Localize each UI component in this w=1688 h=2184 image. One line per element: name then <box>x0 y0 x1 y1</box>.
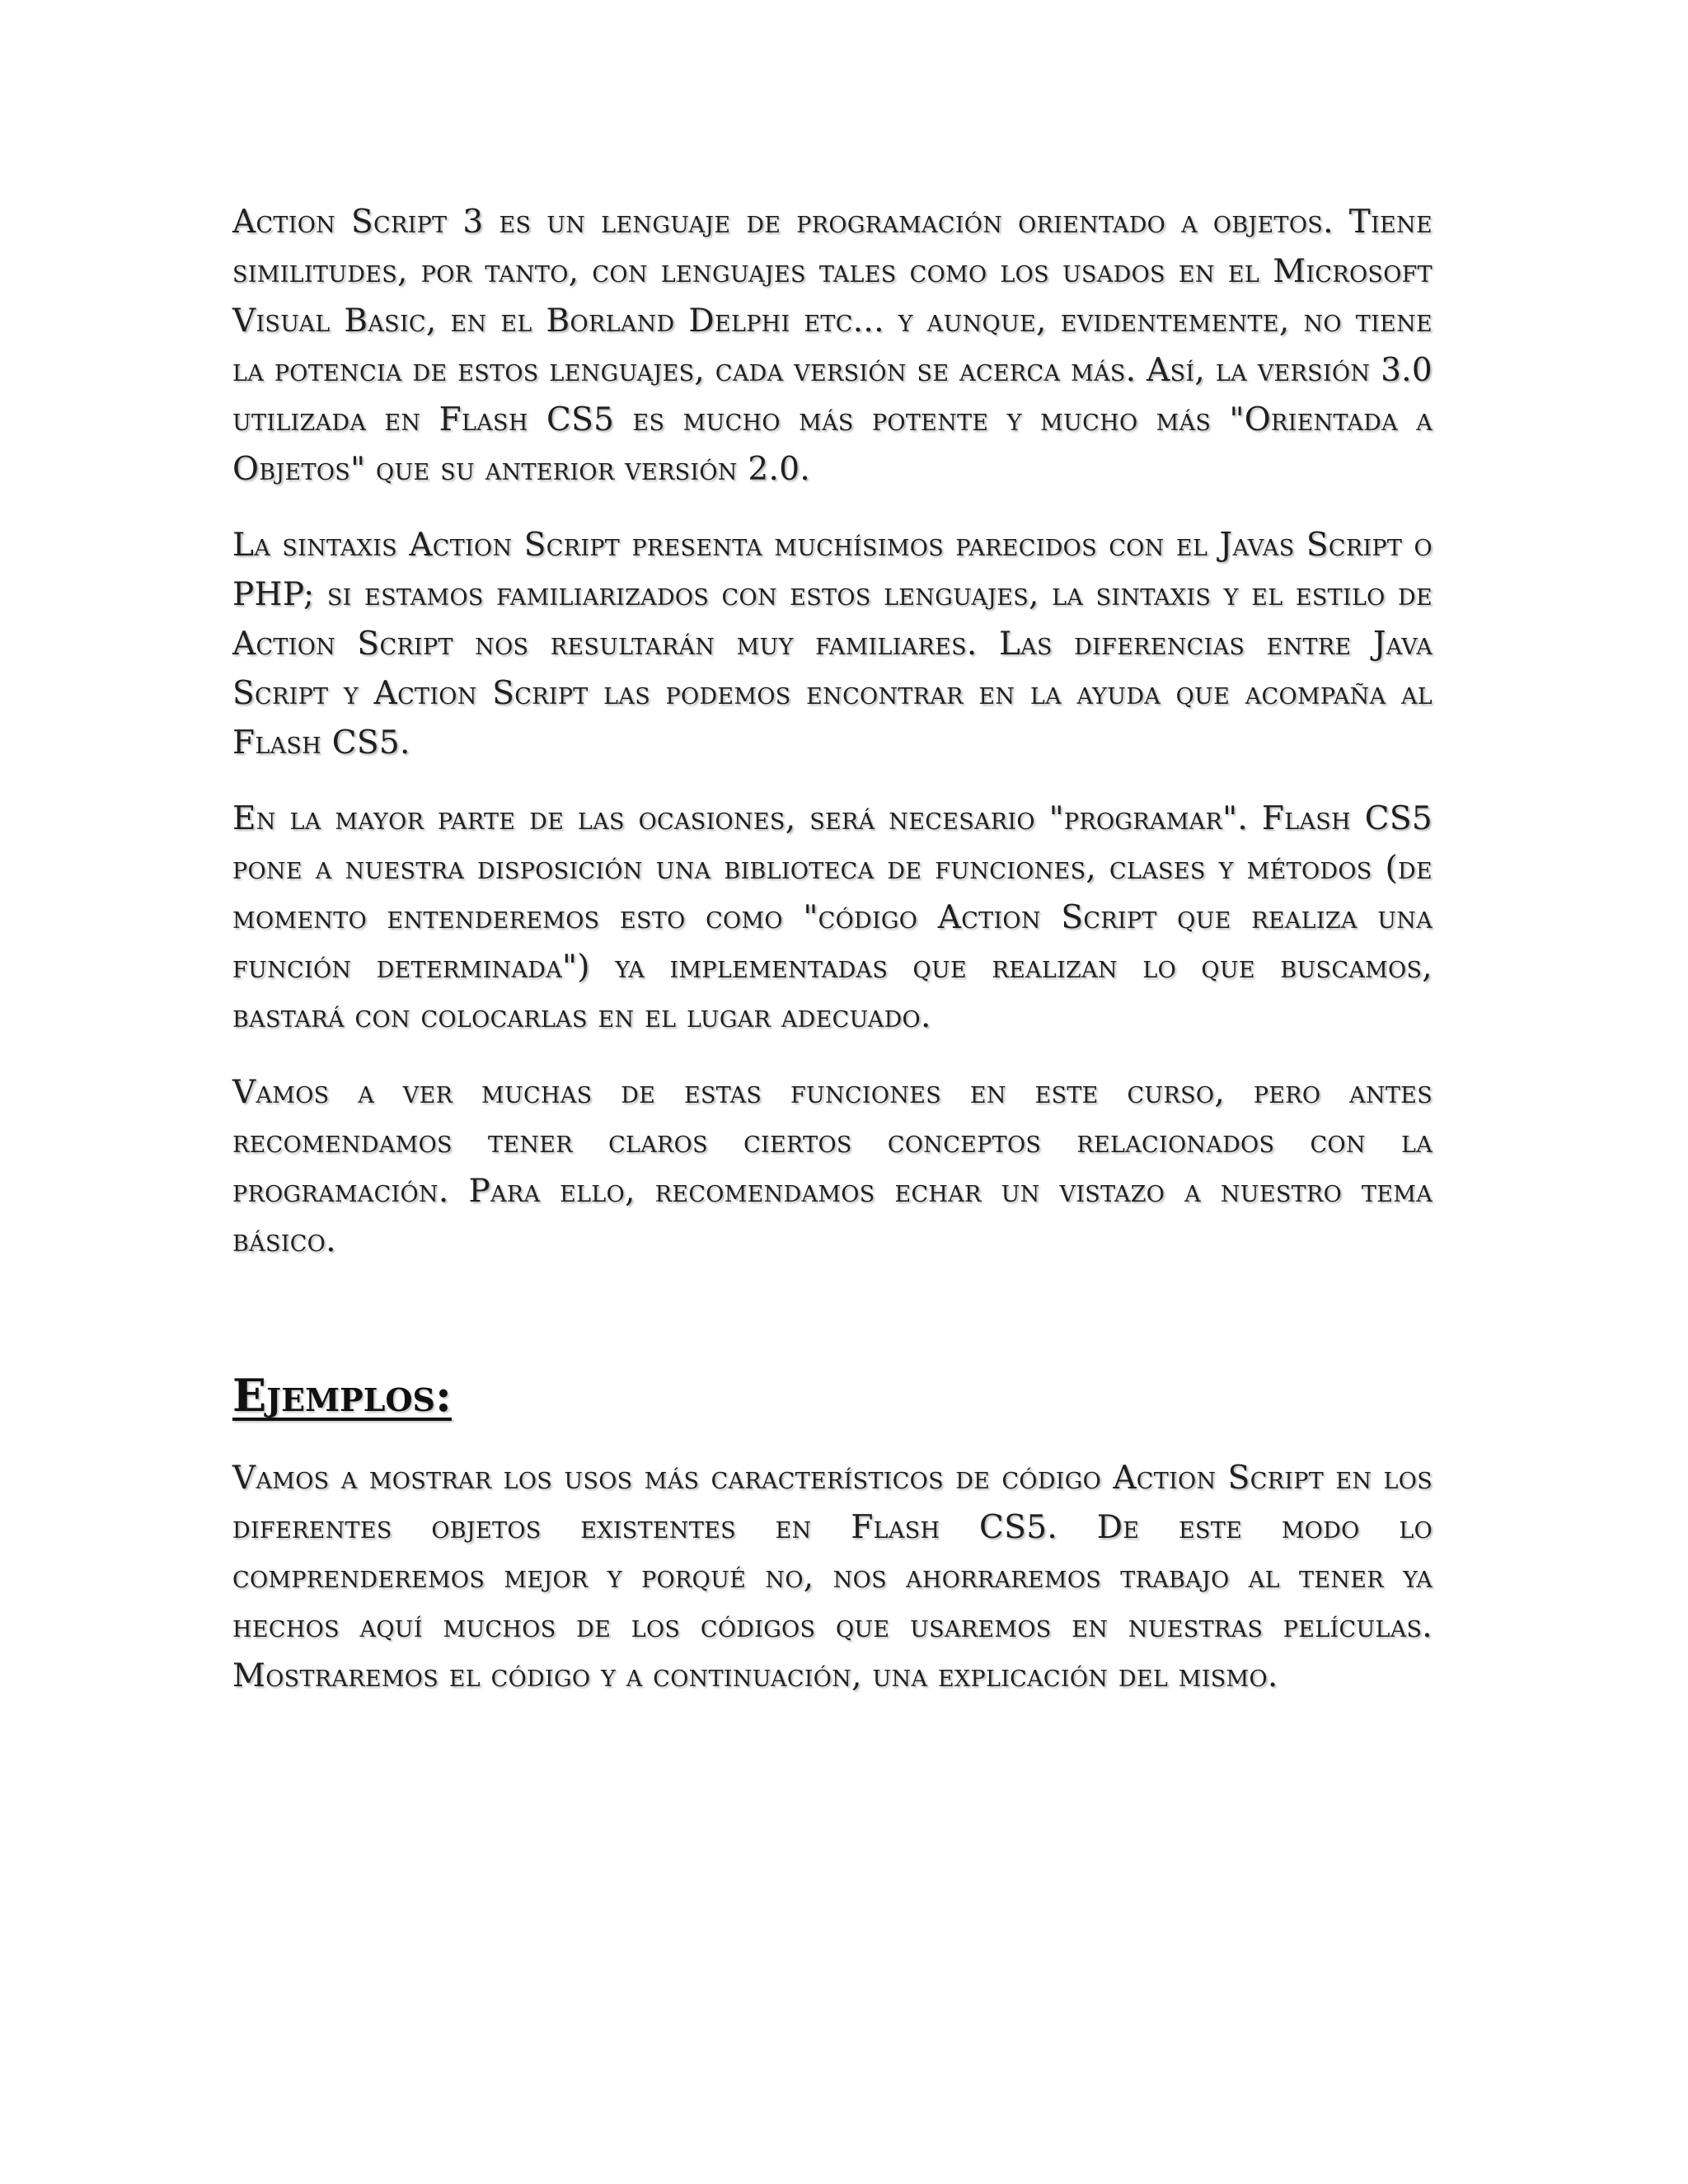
paragraph-concepts: Vamos a ver muchas de estas funciones en este curso, pero antes recomendamos tener claros ciertos conceptos relacionados con la programación. Para ello, recomendamos echar un vistazo a nuestro tema básico. <box>232 1074 1432 1259</box>
paragraph-examples: Vamos a mostrar los usos más característicos de código Action Script en los diferentes objetos existentes en Flash CS5. De este modo lo comprenderemos mejor y porqué no, nos ahorraremos trabajo al tener ya hechos aquí muchos de los códigos que usaremos en nuestras películas. Mostraremos el código y a continuación, una explicación del mismo. <box>232 1460 1432 1694</box>
paragraph-syntax: La sintaxis Action Script presenta muchísimos parecidos con el Javas Script o PHP; si estamos familiarizados con estos lenguajes, la sintaxis y el estilo de Action Script nos resultarán muy familiares. Las diferencias entre Java Script y Action Script las podemos encontrar en la ayuda que acompaña al Flash CS5. <box>232 527 1432 762</box>
paragraph-intro: Action Script 3 es un lenguaje de programación orientado a objetos. Tiene similitudes, por tanto, con lenguajes tales como los usados en el Microsoft Visual Basic, en el Borland Delphi etc... y aunque, evidentemente, no tiene la potencia de estos lenguajes, cada versión se acerca más. Así, la versión 3.0 utilizada en Flash CS5 es mucho más potente y mucho más "Orientada a Objetos" que su anterior versión 2.0. <box>232 204 1432 488</box>
document-body <box>232 198 1432 1727</box>
paragraph-programming: En la mayor parte de las ocasiones, será necesario "programar". Flash CS5 pone a nuestra disposición una biblioteca de funciones, clases y métodos (de momento entenderemos esto como "código Action Script que realiza una función determinada") ya implementadas que realizan lo que buscamos, bastará con colocarlas en el lugar adecuado. <box>232 800 1432 1035</box>
section-heading-examples: Ejemplos: <box>232 1369 452 1422</box>
